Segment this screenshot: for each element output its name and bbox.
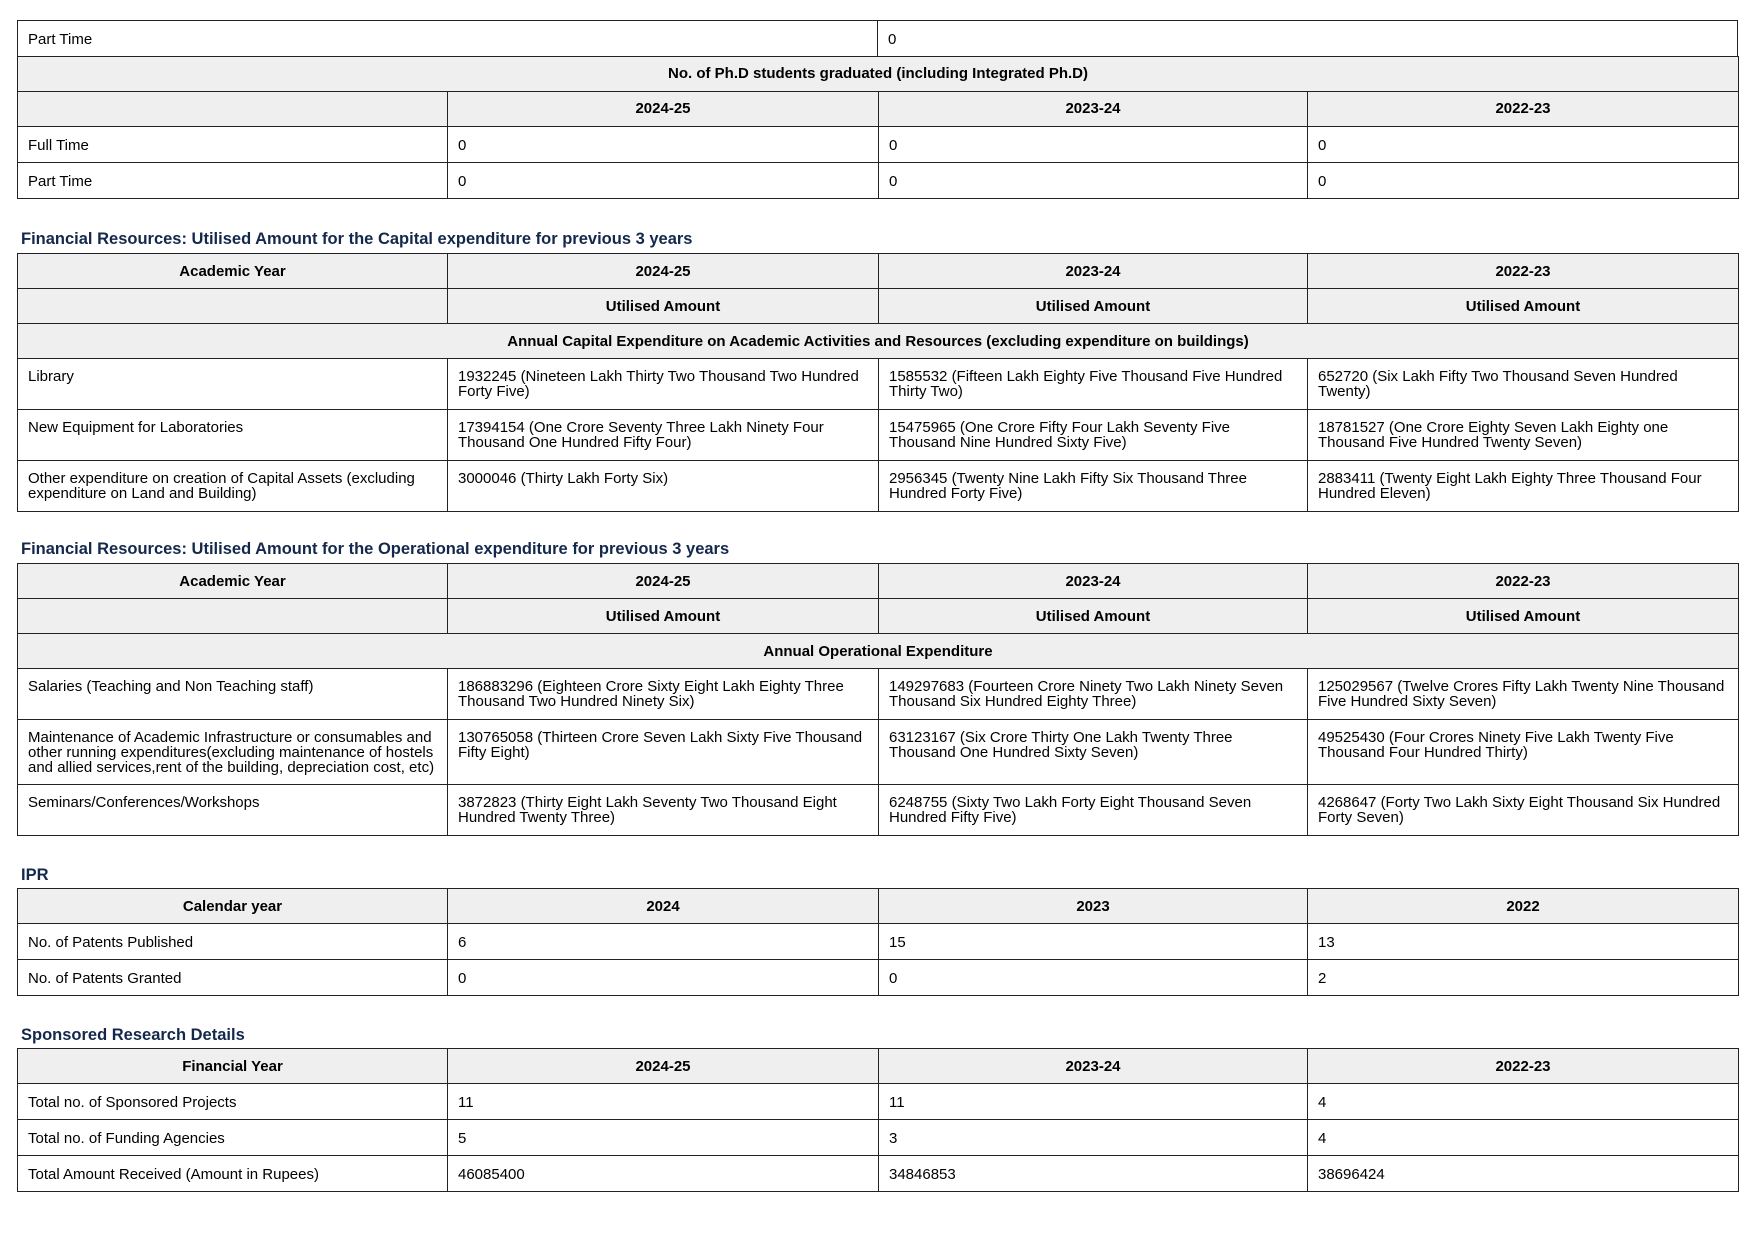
cell-value: 18781527 (One Crore Eighty Seven Lakh Eighty one Thousand Five Hundred Twenty Seven) (1308, 410, 1739, 461)
table-row (18, 126, 1739, 162)
cell-value: 1585532 (Fifteen Lakh Eighty Five Thousand Five Hundred Thirty Two) (879, 359, 1308, 410)
ipr-table-block (17, 888, 1738, 996)
header-cell: 2024-25 (448, 91, 879, 126)
header-cell: 2022-23 (1308, 91, 1739, 126)
table-row (18, 1120, 1739, 1156)
header-cell: 2022-23 (1308, 254, 1739, 289)
header-cell: Academic Year (18, 564, 448, 599)
cell-value: 17394154 (One Crore Seventy Three Lakh Ninety Four Thousand One Hundred Fifty Four) (448, 410, 879, 461)
cell-value: 38696424 (1308, 1156, 1739, 1192)
row-label: Full Time (18, 126, 448, 162)
row-label: Salaries (Teaching and Non Teaching staff) (18, 669, 448, 720)
header-cell: 2022 (1308, 889, 1739, 924)
sponsored-section-title: Sponsored Research Details (21, 1026, 245, 1044)
cell-value: 0 (1308, 162, 1739, 198)
table-row (18, 1084, 1739, 1120)
table-row (18, 785, 1739, 836)
cell-value: 63123167 (Six Crore Thirty One Lakh Twenty Three Thousand One Hundred Sixty Seven) (879, 720, 1308, 785)
header-cell: 2023-24 (879, 91, 1308, 126)
cell-value: 15 (879, 924, 1308, 960)
table-row (18, 1156, 1739, 1192)
header-cell (18, 599, 448, 634)
cell-value: 5 (448, 1120, 879, 1156)
capital-section-title: Financial Resources: Utilised Amount for the Capital expenditure for previous 3 years (21, 230, 693, 248)
cell-value: 652720 (Six Lakh Fifty Two Thousand Seven Hundred Twenty) (1308, 359, 1739, 410)
cell-value: 2 (1308, 960, 1739, 996)
cell-value: 0 (879, 126, 1308, 162)
row-label: Total Amount Received (Amount in Rupees) (18, 1156, 448, 1192)
header-cell: 2024-25 (448, 254, 879, 289)
cell-value: 15475965 (One Crore Fifty Four Lakh Seventy Five Thousand Nine Hundred Sixty Five) (879, 410, 1308, 461)
header-cell: 2023-24 (879, 1049, 1308, 1084)
header-cell: 2023-24 (879, 564, 1308, 599)
header-cell: Utilised Amount (1308, 599, 1739, 634)
subheader-row (18, 289, 1739, 324)
operational-expenditure-table (17, 563, 1739, 836)
cell-value: 3 (879, 1120, 1308, 1156)
phd-table-block (17, 20, 1738, 199)
table-row (18, 960, 1739, 996)
header-cell: Utilised Amount (879, 599, 1308, 634)
cell-value: 186883296 (Eighteen Crore Sixty Eight Lakh Eighty Three Thousand Two Hundred Ninety Six) (448, 669, 879, 720)
cell-value: 4268647 (Forty Two Lakh Sixty Eight Thousand Six Hundred Forty Seven) (1308, 785, 1739, 836)
header-cell: Utilised Amount (448, 599, 879, 634)
cell-value: 4 (1308, 1120, 1739, 1156)
row-label: No. of Patents Published (18, 924, 448, 960)
header-cell: Financial Year (18, 1049, 448, 1084)
capital-section-heading: Annual Capital Expenditure on Academic Activities and Resources (excluding expenditure on buildings) (18, 324, 1739, 359)
header-row (18, 889, 1739, 924)
table-row (18, 461, 1739, 512)
row-label: Total no. of Funding Agencies (18, 1120, 448, 1156)
operational-section-heading: Annual Operational Expenditure (18, 634, 1739, 669)
cell-value: 125029567 (Twelve Crores Fifty Lakh Twenty Nine Thousand Five Hundred Sixty Seven) (1308, 669, 1739, 720)
cell-value: 130765058 (Thirteen Crore Seven Lakh Sixty Five Thousand Fifty Eight) (448, 720, 879, 785)
capital-table-block (17, 253, 1738, 512)
header-cell: 2024-25 (448, 1049, 879, 1084)
table-row (18, 162, 1739, 198)
table-row (18, 924, 1739, 960)
cell-value: 0 (448, 960, 879, 996)
cell-value: 0 (448, 162, 879, 198)
row-label: Maintenance of Academic Infrastructure or consumables and other running expenditures(excluding maintenance of hostels and allied services,rent of the building, depreciation cost, etc) (18, 720, 448, 785)
cell-value: 0 (879, 960, 1308, 996)
header-cell: Utilised Amount (879, 289, 1308, 324)
row-label: Library (18, 359, 448, 410)
header-cell: 2022-23 (1308, 1049, 1739, 1084)
header-cell: 2024-25 (448, 564, 879, 599)
row-label: Seminars/Conferences/Workshops (18, 785, 448, 836)
cell-value: 13 (1308, 924, 1739, 960)
year-header-row (18, 91, 1739, 126)
row-label: Total no. of Sponsored Projects (18, 1084, 448, 1120)
header-cell: 2023 (879, 889, 1308, 924)
cell-value: 149297683 (Fourteen Crore Ninety Two Lakh Ninety Seven Thousand Six Hundred Eighty Three) (879, 669, 1308, 720)
cell-value: 11 (879, 1084, 1308, 1120)
header-cell: Utilised Amount (1308, 289, 1739, 324)
operational-table-block (17, 563, 1738, 836)
table-row (18, 359, 1739, 410)
cell-value: 46085400 (448, 1156, 879, 1192)
phd-part-time-table (17, 20, 1738, 57)
table-row (18, 21, 1738, 57)
header-row (18, 1049, 1739, 1084)
row-label: Part Time (18, 21, 878, 57)
header-cell: Utilised Amount (448, 289, 879, 324)
header-cell (18, 289, 448, 324)
row-label: No. of Patents Granted (18, 960, 448, 996)
cell-value: 0 (1308, 126, 1739, 162)
ipr-section-title: IPR (21, 866, 49, 884)
cell-value: 6 (448, 924, 879, 960)
row-label: Other expenditure on creation of Capital Assets (excluding expenditure on Land and Building) (18, 461, 448, 512)
capital-expenditure-table (17, 253, 1739, 512)
cell-value: 2956345 (Twenty Nine Lakh Fifty Six Thousand Three Hundred Forty Five) (879, 461, 1308, 512)
sponsored-research-table (17, 1048, 1739, 1192)
subheader-row (18, 599, 1739, 634)
cell-value: 0 (878, 21, 1738, 57)
header-cell: Calendar year (18, 889, 448, 924)
cell-value: 0 (448, 126, 879, 162)
header-row (18, 254, 1739, 289)
operational-section-title: Financial Resources: Utilised Amount for the Operational expenditure for previous 3 years (21, 540, 730, 558)
header-cell: Academic Year (18, 254, 448, 289)
ipr-table (17, 888, 1739, 996)
header-row (18, 564, 1739, 599)
table-row (18, 669, 1739, 720)
table-row (18, 720, 1739, 785)
cell-value: 49525430 (Four Crores Ninety Five Lakh Twenty Five Thousand Four Hundred Thirty) (1308, 720, 1739, 785)
row-label: Part Time (18, 162, 448, 198)
header-cell: 2023-24 (879, 254, 1308, 289)
sponsored-table-block (17, 1048, 1738, 1192)
cell-value: 6248755 (Sixty Two Lakh Forty Eight Thousand Seven Hundred Fifty Five) (879, 785, 1308, 836)
header-cell (18, 91, 448, 126)
cell-value: 3000046 (Thirty Lakh Forty Six) (448, 461, 879, 512)
cell-value: 4 (1308, 1084, 1739, 1120)
header-cell: 2024 (448, 889, 879, 924)
phd-graduated-heading: No. of Ph.D students graduated (including Integrated Ph.D) (18, 56, 1739, 91)
phd-graduated-table (17, 56, 1739, 199)
cell-value: 2883411 (Twenty Eight Lakh Eighty Three Thousand Four Hundred Eleven) (1308, 461, 1739, 512)
header-cell: 2022-23 (1308, 564, 1739, 599)
cell-value: 0 (879, 162, 1308, 198)
row-label: New Equipment for Laboratories (18, 410, 448, 461)
table-row (18, 410, 1739, 461)
cell-value: 1932245 (Nineteen Lakh Thirty Two Thousand Two Hundred Forty Five) (448, 359, 879, 410)
cell-value: 3872823 (Thirty Eight Lakh Seventy Two Thousand Eight Hundred Twenty Three) (448, 785, 879, 836)
cell-value: 34846853 (879, 1156, 1308, 1192)
cell-value: 11 (448, 1084, 879, 1120)
